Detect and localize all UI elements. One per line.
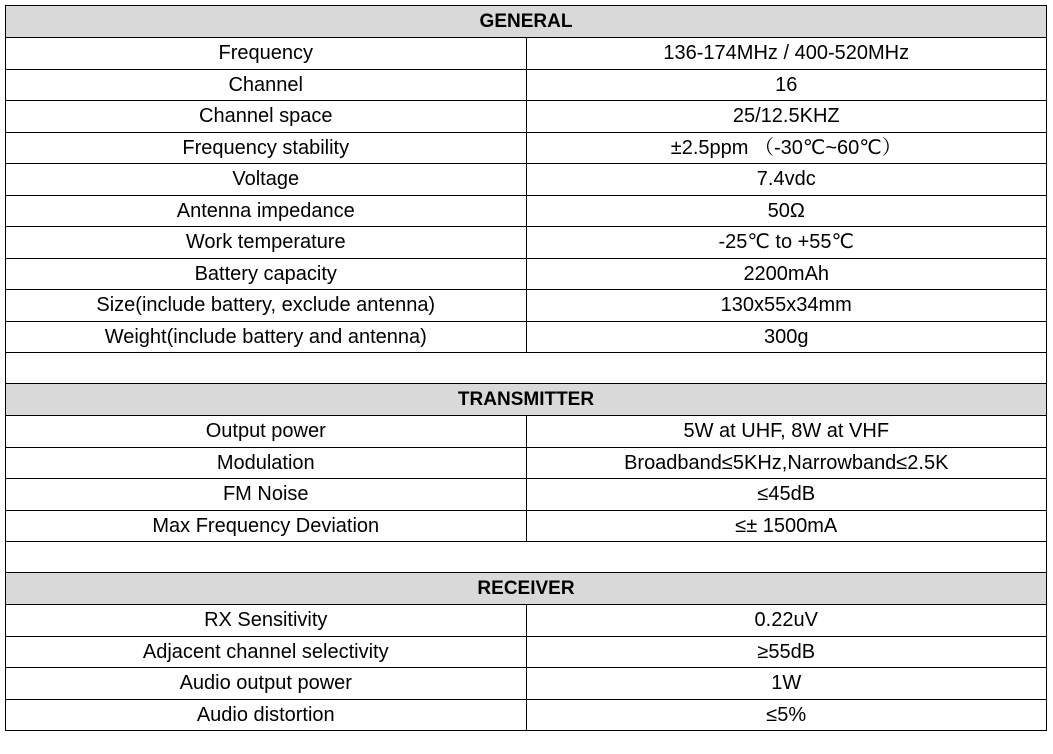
- spec-value: 25/12.5KHZ: [526, 101, 1047, 133]
- spec-value: 1W: [526, 668, 1047, 700]
- spacer-row: [6, 353, 1047, 384]
- spec-label: Audio distortion: [6, 699, 527, 731]
- spec-label: Voltage: [6, 164, 527, 196]
- table-row: [6, 38, 1047, 70]
- table-row: [6, 258, 1047, 290]
- spec-label: Adjacent channel selectivity: [6, 636, 527, 668]
- spec-label: Frequency stability: [6, 132, 527, 164]
- spec-value: 130x55x34mm: [526, 290, 1047, 322]
- table-row: [6, 290, 1047, 322]
- spec-label: Work temperature: [6, 227, 527, 259]
- spec-label: Max Frequency Deviation: [6, 510, 527, 542]
- spec-value: ±2.5ppm （-30℃~60℃）: [526, 132, 1047, 164]
- spec-value: Broadband≤5KHz,Narrowband≤2.5K: [526, 447, 1047, 479]
- table-row: [6, 668, 1047, 700]
- section-header-general: [6, 6, 1047, 38]
- section-title: GENERAL: [6, 6, 1047, 38]
- section-header-receiver: [6, 573, 1047, 605]
- table-row: [6, 636, 1047, 668]
- spec-value: ≤45dB: [526, 479, 1047, 511]
- spec-label: Size(include battery, exclude antenna): [6, 290, 527, 322]
- spec-value: 5W at UHF, 8W at VHF: [526, 416, 1047, 448]
- table-row: [6, 699, 1047, 731]
- spec-label: Channel space: [6, 101, 527, 133]
- spec-label: Channel: [6, 69, 527, 101]
- spec-label: Modulation: [6, 447, 527, 479]
- spacer-row: [6, 542, 1047, 573]
- section-title: RECEIVER: [6, 573, 1047, 605]
- spec-value: 50Ω: [526, 195, 1047, 227]
- table-row: [6, 605, 1047, 637]
- table-row: [6, 195, 1047, 227]
- table-row: [6, 447, 1047, 479]
- section-header-transmitter: [6, 384, 1047, 416]
- table-row: [6, 227, 1047, 259]
- spec-value: 136-174MHz / 400-520MHz: [526, 38, 1047, 70]
- spec-label: Battery capacity: [6, 258, 527, 290]
- table-row: [6, 510, 1047, 542]
- spec-label: Frequency: [6, 38, 527, 70]
- spacer-cell: [6, 353, 1047, 384]
- spec-label: Output power: [6, 416, 527, 448]
- spec-table: [5, 5, 1047, 731]
- spec-value: ≥55dB: [526, 636, 1047, 668]
- spec-value: 7.4vdc: [526, 164, 1047, 196]
- spec-label: Weight(include battery and antenna): [6, 321, 527, 353]
- table-row: [6, 416, 1047, 448]
- section-title: TRANSMITTER: [6, 384, 1047, 416]
- table-row: [6, 321, 1047, 353]
- spec-value: ≤± 1500mA: [526, 510, 1047, 542]
- spec-value: 2200mAh: [526, 258, 1047, 290]
- spec-label: FM Noise: [6, 479, 527, 511]
- spacer-cell: [6, 542, 1047, 573]
- table-row: [6, 101, 1047, 133]
- spec-label: Antenna impedance: [6, 195, 527, 227]
- spec-value: -25℃ to +55℃: [526, 227, 1047, 259]
- table-row: [6, 132, 1047, 164]
- spec-value: ≤5%: [526, 699, 1047, 731]
- spec-label: Audio output power: [6, 668, 527, 700]
- spec-value: 0.22uV: [526, 605, 1047, 637]
- spec-value: 16: [526, 69, 1047, 101]
- spec-value: 300g: [526, 321, 1047, 353]
- spec-label: RX Sensitivity: [6, 605, 527, 637]
- table-row: [6, 69, 1047, 101]
- table-row: [6, 479, 1047, 511]
- table-row: [6, 164, 1047, 196]
